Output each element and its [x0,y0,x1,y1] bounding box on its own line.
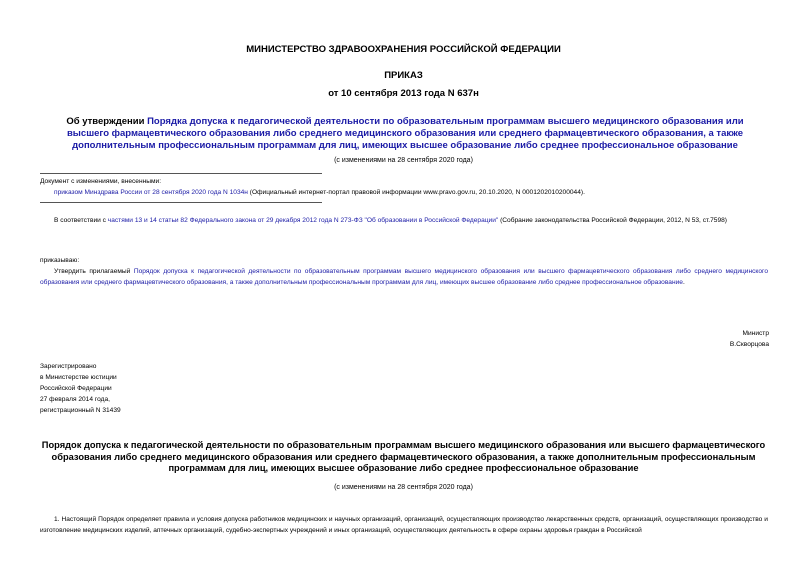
order-paragraph [40,266,768,288]
document-title [60,116,750,152]
ministry-heading: МИНИСТЕРСТВО ЗДРАВООХРАНЕНИЯ РОССИЙСКОЙ ФЕДЕРАЦИИ [246,44,561,55]
basis-paragraph [40,215,768,226]
basis-link[interactable]: частями 13 и 14 статьи 82 Федерального закона от 29 декабря 2012 года N 273-ФЗ "Об образовании в Российской Федерации" [107,217,499,224]
order-suffix: . [682,279,685,286]
changes-link[interactable]: приказом Минздрава России от 28 сентября 2020 года N 1034н [54,189,248,196]
changes-line [40,187,780,198]
divider-top [40,173,322,174]
amendment-note: (с изменениями на 28 сентября 2020 года) [334,157,473,164]
order-word: приказываю: [40,257,80,264]
signer-name: В.Скворцова [729,341,769,348]
document-date-number: от 10 сентября 2013 года N 637н [328,88,479,99]
registration-block [40,361,121,416]
appendix-amendment-note: (с изменениями на 28 сентября 2020 года) [334,484,473,491]
signer-block [730,328,769,350]
document-type: ПРИКАЗ [384,70,423,81]
title-prefix: Об утверждении [66,116,148,127]
basis-prefix: В соответствии с [54,217,108,224]
appendix-point-1: 1. Настоящий Порядок определяет правила и условия допуска работников медицинских и научных организаций, организаций, осуществляющих производство лекарственных средств, организаций, осуществляющих производство и изготовление медицинских изделий, аптечных организаций, судебно-экспертных учреждений и иных организаций, осуществляющих деятельность в сфере охраны здоровья граждан в Российской [40,516,768,534]
divider-bottom [40,202,322,203]
registration-line-3: Российской Федерации [40,385,112,392]
changes-rest: (Официальный интернет-портал правовой информации www.pravo.gov.ru, 20.10.2020, N 0001202010200044). [247,189,585,196]
registration-line-1: Зарегистрировано [40,363,97,370]
registration-line-4: 27 февраля 2014 года, [40,396,110,403]
order-prefix: Утвердить прилагаемый [54,268,134,275]
order-link[interactable]: Порядок допуска к педагогической деятельности по образовательным программам высшего медицинского образования или высшего фармацевтического образования либо среднего медицинского образования или среднего фармацевтического образования, а также дополнительным профессиональным программам для лиц, имеющих высшее образование либо среднее профессиональное образование [40,268,768,286]
title-link[interactable]: Порядка допуска к педагогической деятельности по образовательным программам высшего медицинского образования или высшего фармацевтического образования либо среднего медицинского образования или среднего фармацевтического образования, а также дополнительным профессиональным программам для лиц, имеющих высшее образование либо среднее профессиональное образование [66,116,744,151]
appendix-title: Порядок допуска к педагогической деятельности по образовательным программам высшего медицинского образования или высшего фармацевтического образования либо среднего медицинского образования или среднего фармацевтического образования, а также дополнительным профессиональным программам для лиц, имеющих высшее образование либо среднее профессиональное образование [41,440,766,473]
registration-line-2: в Министерстве юстиции [40,374,117,381]
registration-line-5: регистрационный N 31439 [40,407,121,414]
basis-rest: (Собрание законодательства Российской Федерации, 2012, N 53, ст.7598) [498,217,727,224]
changes-block [40,176,780,198]
changes-label: Документ с изменениями, внесенными: [40,178,162,185]
signer-position: Министр [742,330,769,337]
